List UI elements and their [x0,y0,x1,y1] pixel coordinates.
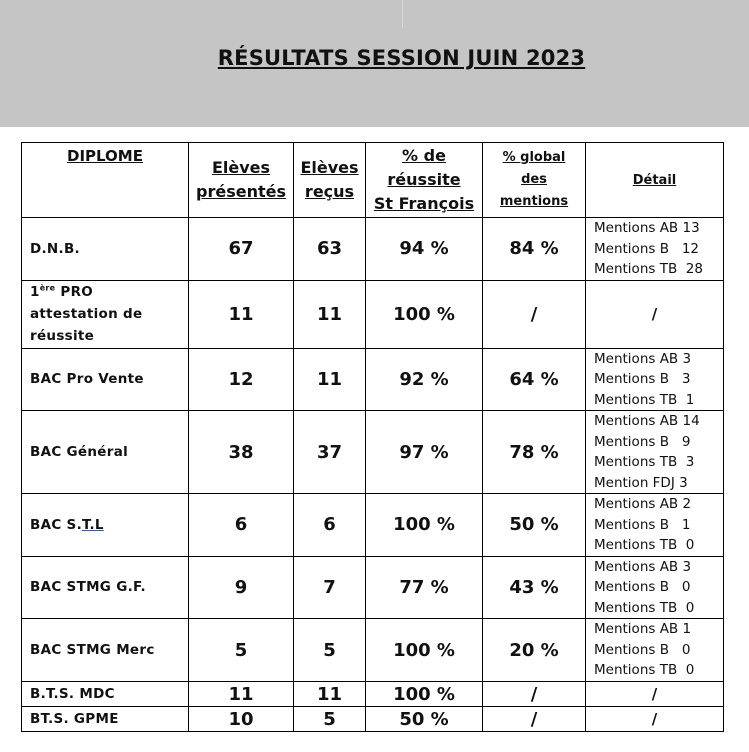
cell-reussite: 92 % [366,348,483,411]
cell-presentes: 9 [189,556,294,619]
results-table [21,142,724,732]
cell-detail: Mentions AB 3 Mentions B 0 Mentions TB 0 [586,556,724,619]
header-divider [402,0,403,28]
cell-diplome: D.N.B. [22,218,189,281]
cell-reussite: 100 % [366,280,483,348]
cell-reussite: 97 % [366,411,483,494]
cell-recus: 7 [294,556,366,619]
cell-presentes: 11 [189,280,294,348]
cell-recus: 11 [294,280,366,348]
table-row [22,411,724,494]
cell-reussite: 100 % [366,682,483,707]
cell-global: 43 % [483,556,586,619]
cell-presentes: 11 [189,682,294,707]
table-row [22,556,724,619]
cell-detail: / [586,682,724,707]
cell-diplome: B.T.S. MDC [22,682,189,707]
cell-presentes: 67 [189,218,294,281]
cell-reussite: 50 % [366,707,483,732]
table-row [22,494,724,557]
cell-diplome: BAC STMG G.F. [22,556,189,619]
page-title: RÉSULTATS SESSION JUIN 2023 [217,46,586,70]
cell-global: 20 % [483,619,586,682]
cell-recus: 11 [294,348,366,411]
col-header-recus: Elèves reçus [294,143,366,218]
col-header-detail: Détail [586,143,724,218]
cell-global: / [483,707,586,732]
cell-recus: 5 [294,707,366,732]
cell-recus: 37 [294,411,366,494]
cell-detail: Mentions AB 1 Mentions B 0 Mentions TB 0 [586,619,724,682]
cell-global: 50 % [483,494,586,557]
cell-presentes: 5 [189,619,294,682]
cell-global: 78 % [483,411,586,494]
cell-detail: Mentions AB 13 Mentions B 12 Mentions TB 28 [586,218,724,281]
col-header-global: % global des mentions [483,143,586,218]
cell-diplome: BT.S. GPME [22,707,189,732]
cell-recus: 11 [294,682,366,707]
cell-detail: Mentions AB 3 Mentions B 3 Mentions TB 1 [586,348,724,411]
cell-reussite: 94 % [366,218,483,281]
cell-reussite: 77 % [366,556,483,619]
cell-presentes: 12 [189,348,294,411]
table-row [22,280,724,348]
cell-recus: 63 [294,218,366,281]
table-row [22,218,724,281]
cell-diplome: BAC STMG Merc [22,619,189,682]
cell-diplome: BAC Général [22,411,189,494]
table-row [22,707,724,732]
col-header-presentes: Elèves présentés [189,143,294,218]
cell-presentes: 10 [189,707,294,732]
cell-detail: / [586,707,724,732]
table-header-row [22,143,724,218]
cell-global: 84 % [483,218,586,281]
table-row [22,682,724,707]
col-header-reussite: % de réussite St François [366,143,483,218]
cell-diplome: BAC S.T.L [22,494,189,557]
cell-detail: Mentions AB 14 Mentions B 9 Mentions TB 3 Mention FDJ 3 [586,411,724,494]
cell-global: / [483,682,586,707]
cell-detail: Mentions AB 2 Mentions B 1 Mentions TB 0 [586,494,724,557]
col-header-diplome: DIPLOME [22,143,189,218]
table-row [22,348,724,411]
cell-recus: 5 [294,619,366,682]
cell-presentes: 38 [189,411,294,494]
cell-reussite: 100 % [366,619,483,682]
cell-presentes: 6 [189,494,294,557]
cell-diplome: 1ère PRO attestation de réussite [22,280,189,348]
cell-diplome: BAC Pro Vente [22,348,189,411]
table-row [22,619,724,682]
cell-reussite: 100 % [366,494,483,557]
cell-global: 64 % [483,348,586,411]
cell-recus: 6 [294,494,366,557]
cell-detail: / [586,280,724,348]
cell-global: / [483,280,586,348]
